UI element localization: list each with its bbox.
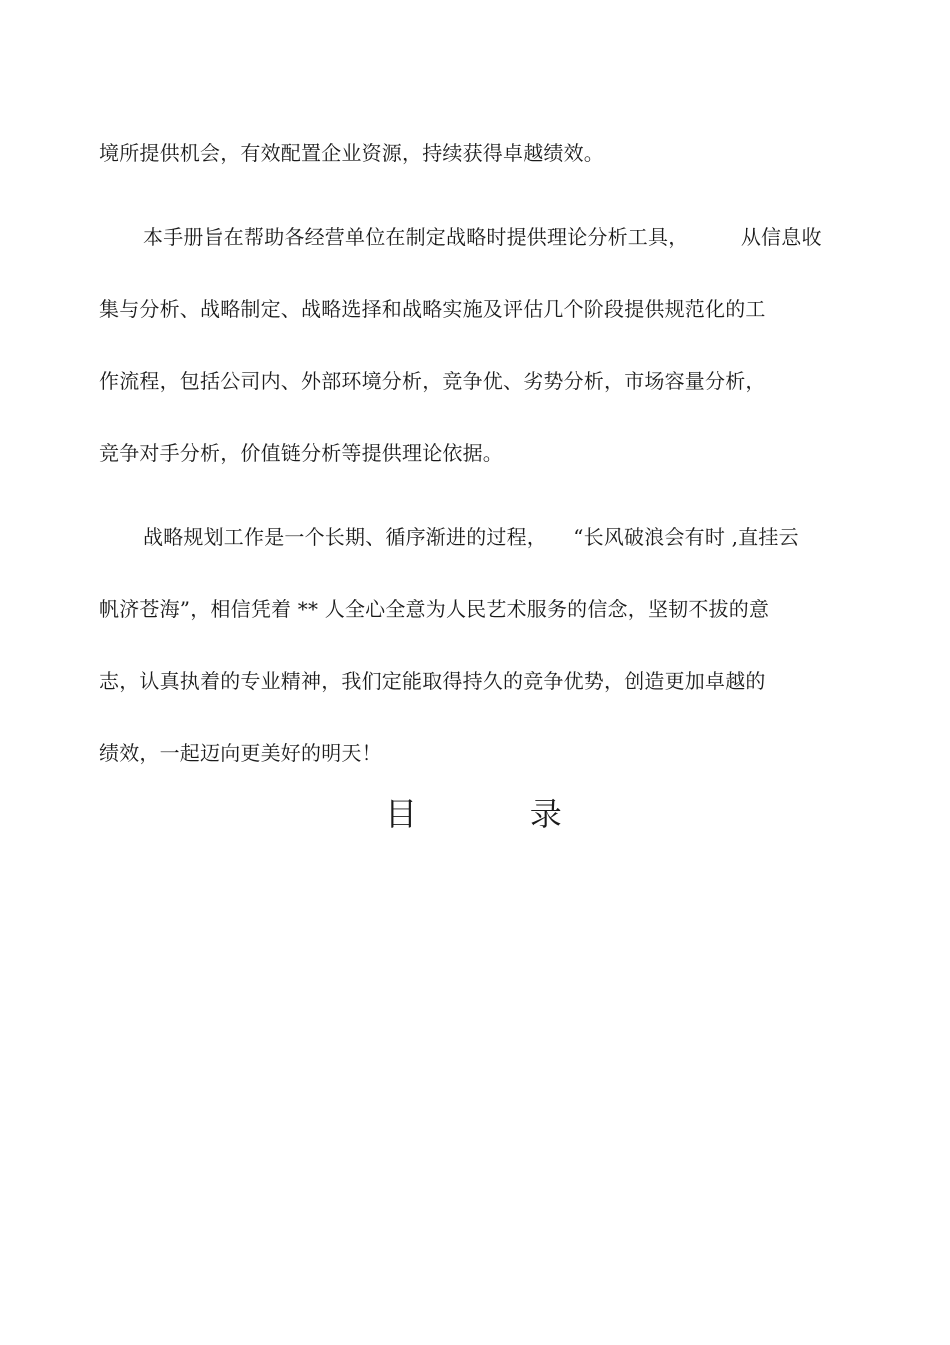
paragraph-line: 绩效，一起迈向更美好的明天！ [99, 741, 382, 765]
paragraph-line: 竞争对手分析，价值链分析等提供理论依据。 [99, 441, 503, 465]
paragraph-line: 作流程，包括公司内、外部环境分析，竞争优、劣势分析，市场容量分析， [99, 369, 766, 393]
toc-heading: 目 录 [385, 795, 563, 833]
paragraph-line: 本手册旨在帮助各经营单位在制定战略时提供理论分析工具， 从信息收 [143, 225, 822, 249]
paragraph-line: 集与分析、战略制定、战略选择和战略实施及评估几个阶段提供规范化的工 [99, 297, 766, 321]
paragraph-line: 志，认真执着的专业精神，我们定能取得持久的竞争优势，创造更加卓越的 [99, 669, 766, 693]
paragraph-line: 境所提供机会，有效配置企业资源，持续获得卓越绩效。 [99, 141, 604, 165]
paragraph-line: 帆济苍海”，相信凭着 ** 人全心全意为人民艺术服务的信念，坚韧不拔的意 [99, 597, 770, 621]
paragraph-line: 战略规划工作是一个长期、循序渐进的过程， “长风破浪会有时 ,直挂云 [143, 525, 799, 549]
